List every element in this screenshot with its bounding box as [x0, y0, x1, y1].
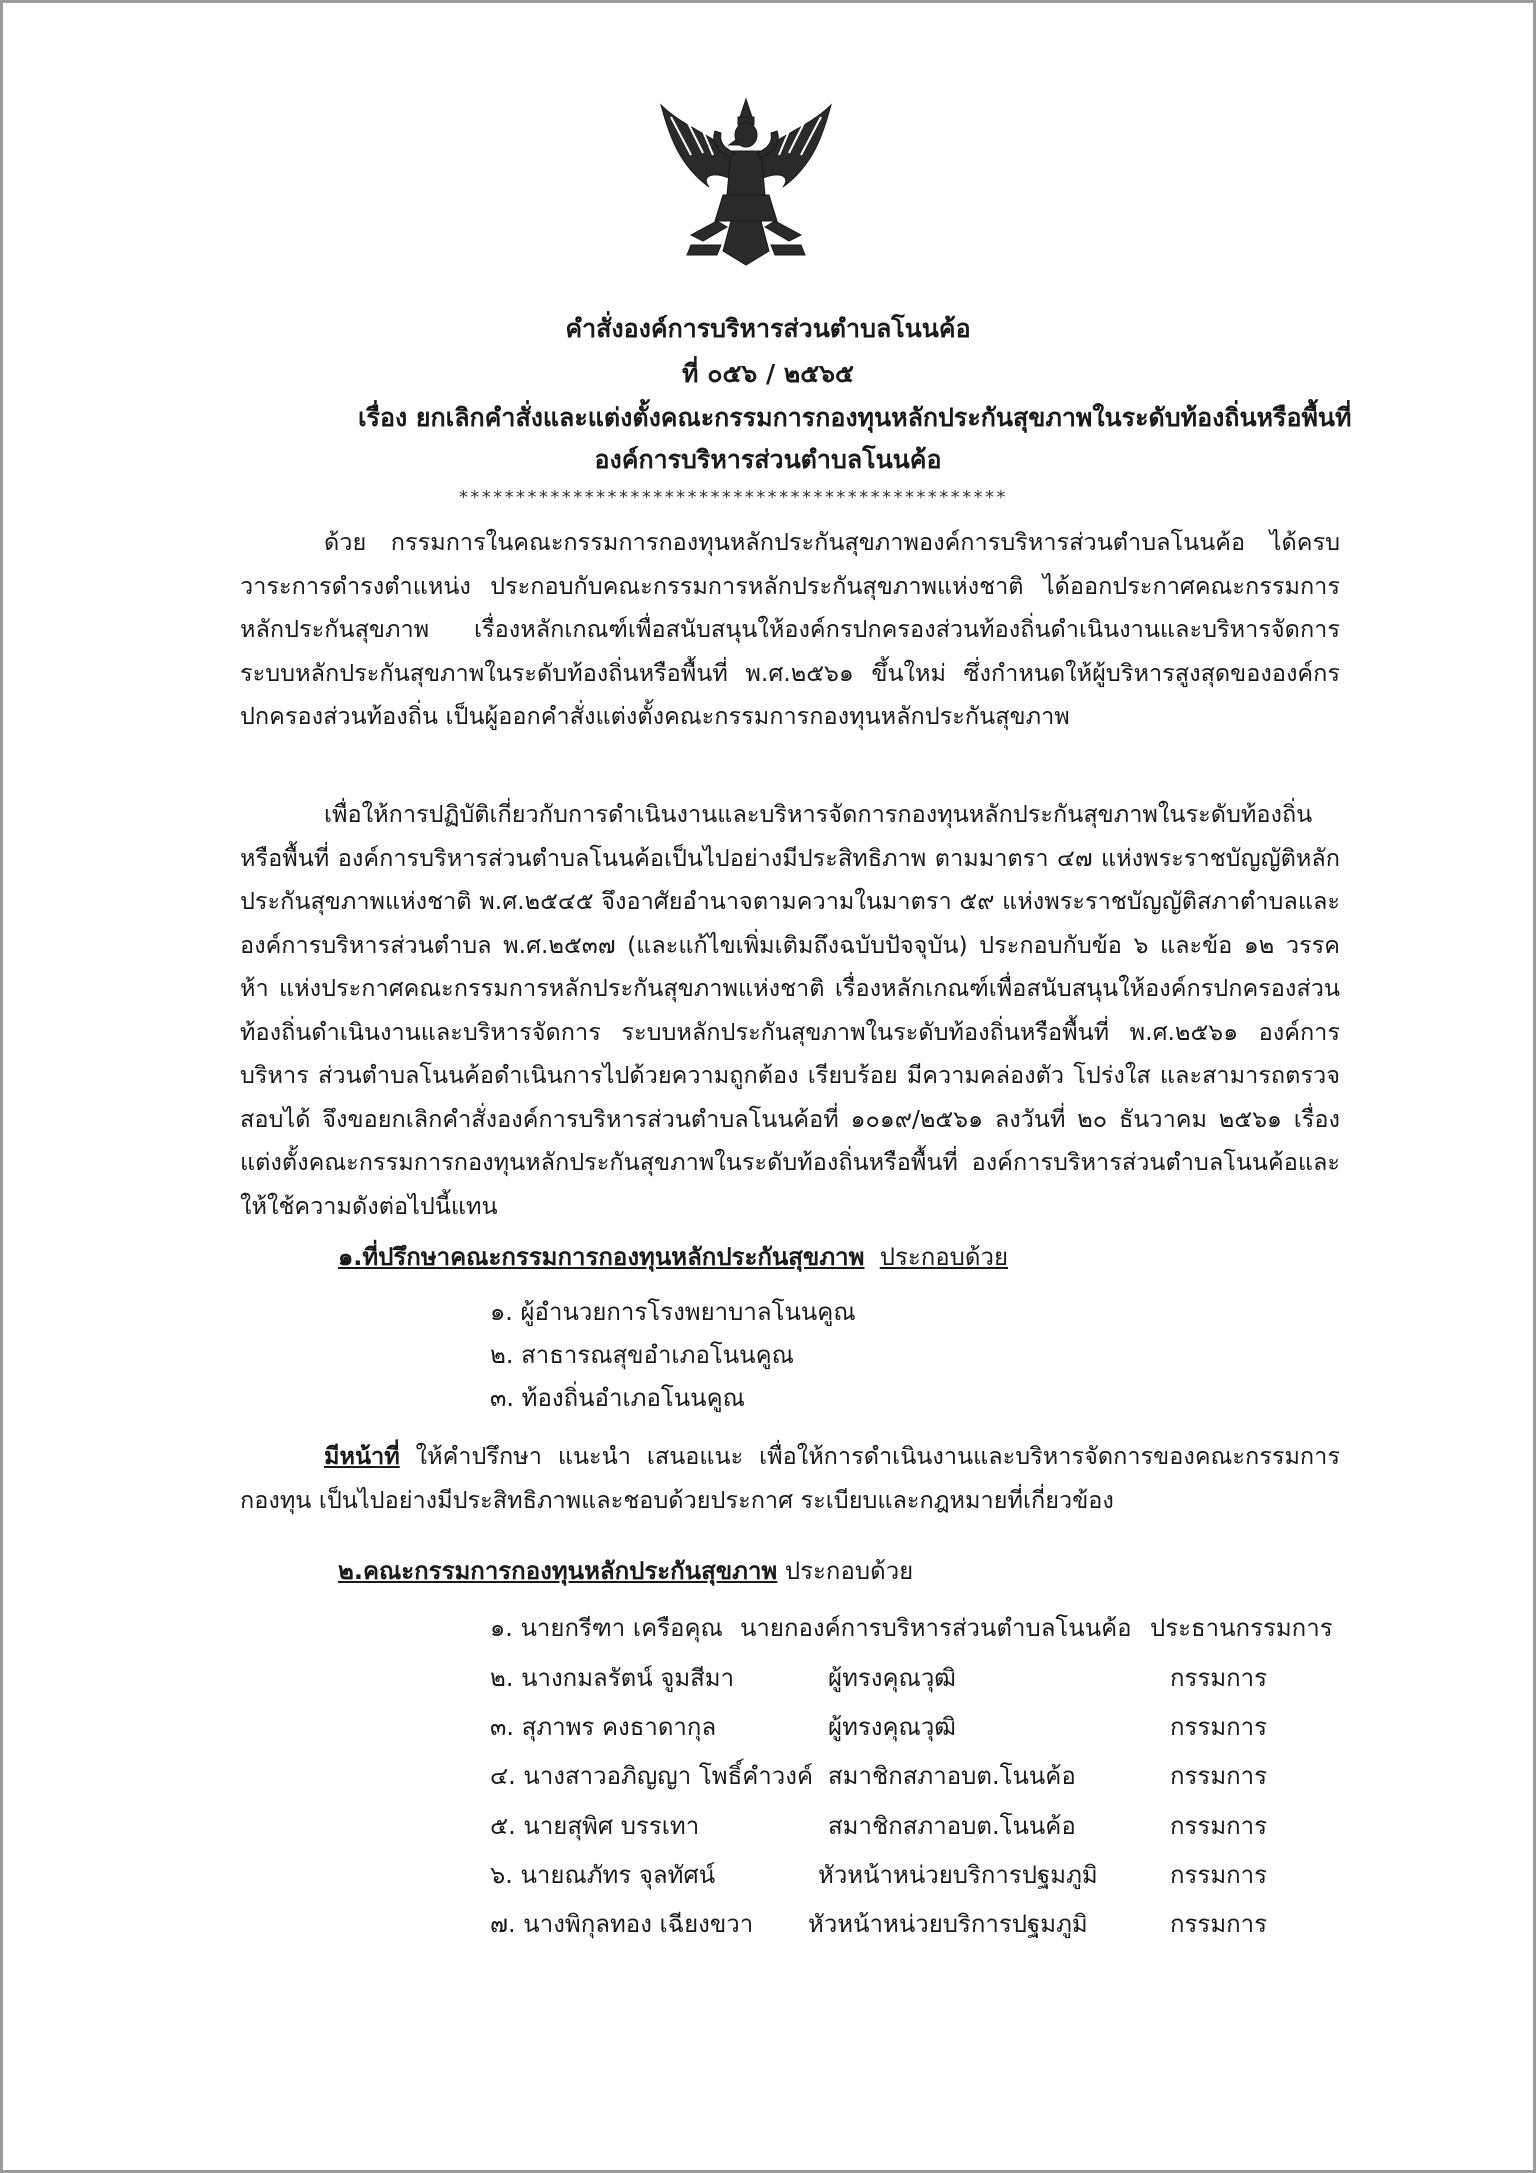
member-role: ประธานกรรมการ — [1150, 1614, 1333, 1642]
committee-member-row — [490, 1661, 1340, 1695]
member-position: นายกองค์การบริหารส่วนตำบลโนนค้อ — [740, 1614, 1132, 1642]
member-position: สมาชิกสภาอบต.โนนค้อ — [828, 1762, 1076, 1790]
committee-member-row — [490, 1710, 1340, 1744]
member-position: หัวหน้าหน่วยบริการปฐมภูมิ — [808, 1910, 1088, 1938]
member-position: หัวหน้าหน่วยบริการปฐมภูมิ — [818, 1861, 1098, 1889]
member-role: กรรมการ — [1170, 1762, 1268, 1790]
paragraph-background: ด้วย กรรมการในคณะกรรมการกองทุนหลักประกันสุขภาพองค์การบริหารส่วนตำบลโนนค้อ ได้ครบวาระการดำรงตำแหน่ง ประกอบกับคณะกรรมการหลักประกันสุขภาพแห่งชาติ ได้ออกประกาศคณะกรรมการหลักประกันสุขภาพ เรื่องหลักเกณฑ์เพื่อสนับสนุนให้องค์กรปกครองส่วนท้องถิ่นดำเนินงานและบริหารจัดการระบบหลักประกันสุขภาพในระดับท้องถิ่นหรือพื้นที่ พ.ศ.๒๕๖๑ ขึ้นใหม่ ซึ่งกำหนดให้ผู้บริหารสูงสุดขององค์กรปกครองส่วนท้องถิ่น เป็นผู้ออกคำสั่งแต่งตั้งคณะกรรมการกองทุนหลักประกันสุขภาพ — [240, 528, 1340, 730]
member-position: ผู้ทรงคุณวุฒิ — [828, 1664, 956, 1692]
member-role: กรรมการ — [1170, 1713, 1268, 1741]
duty-label: มีหน้าที่ — [324, 1442, 400, 1470]
member-name: ๑. นายกรีฑา เครือคุณ — [490, 1614, 723, 1642]
member-role: กรรมการ — [1170, 1910, 1268, 1938]
member-position: สมาชิกสภาอบต.โนนค้อ — [828, 1812, 1076, 1840]
section-committee-heading — [338, 1554, 913, 1588]
member-name: ๔. นางสาวอภิญญา โพธิ์คำวงค์ — [490, 1762, 814, 1790]
member-name: ๗. นางพิกุลทอง เฉียงขวา — [490, 1910, 754, 1938]
member-role: กรรมการ — [1170, 1861, 1268, 1889]
order-subject-continued: องค์การบริหารส่วนตำบลโนนค้อ — [594, 445, 942, 474]
paragraph-authority: เพื่อให้การปฏิบัติเกี่ยวกับการดำเนินงานและบริหารจัดการกองทุนหลักประกันสุขภาพในระดับท้องถิ่นหรือพื้นที่ องค์การบริหารส่วนตำบลโนนค้อเป็นไปอย่างมีประสิทธิภาพ ตามมาตรา ๔๗ แห่งพระราชบัญญัติหลักประกันสุขภาพแห่งชาติ พ.ศ.๒๕๔๕ จึงอาศัยอำนาจตามความในมาตรา ๕๙ แห่งพระราชบัญญัติสภาตำบลและองค์การบริหารส่วนตำบล พ.ศ.๒๕๓๗ (และแก้ไขเพิ่มเติมถึงฉบับปัจจุบัน) ประกอบกับข้อ ๖ และข้อ ๑๒ วรรคห้า แห่งประกาศคณะกรรมการหลักประกันสุขภาพแห่งชาติ เรื่องหลักเกณฑ์เพื่อสนับสนุนให้องค์กรปกครองส่วนท้องถิ่นดำเนินงานและบริหารจัดการ ระบบหลักประกันสุขภาพในระดับท้องถิ่นหรือพื้นที่ พ.ศ.๒๕๖๑ องค์การบริหาร ส่วนตำบลโนนค้อดำเนินการไปด้วยความถูกต้อง เรียบร้อย มีความคล่องตัว โปร่งใส และสามารถตรวจสอบได้ จึงขอยกเลิกคำสั่งองค์การบริหารส่วนตำบลโนนค้อที่ ๑๐๑๙/๒๕๖๑ ลงวันที่ ๒๐ ธันวาคม ๒๕๖๑ เรื่องแต่งตั้งคณะกรรมการกองทุนหลักประกันสุขภาพในระดับท้องถิ่นหรือพื้นที่ องค์การบริหารส่วนตำบลโนนค้อและให้ใช้ความดังต่อไปนี้แทน — [240, 800, 1340, 1220]
committee-member-row — [490, 1809, 1340, 1843]
committee-member-row — [490, 1858, 1340, 1892]
committee-member-row — [490, 1759, 1340, 1793]
garuda-emblem-icon — [651, 95, 841, 275]
order-subject: เรื่อง ยกเลิกคำสั่งและแต่งตั้งคณะกรรมการกองทุนหลักประกันสุขภาพในระดับท้องถิ่นหรือพื้นที่ — [358, 403, 1352, 432]
section-advisors-heading — [338, 1240, 1008, 1274]
member-name: ๓. สุภาพร คงธาดากุล — [490, 1713, 717, 1741]
asterisk-divider: ************************************************ — [458, 487, 1007, 508]
section-committee-title: ๒.คณะกรรมการกองทุนหลักประกันสุขภาพ — [338, 1557, 778, 1585]
member-role: กรรมการ — [1170, 1664, 1268, 1692]
advisor-duties — [240, 1435, 1340, 1522]
order-title: คำสั่งองค์การบริหารส่วนตำบลโนนค้อ — [565, 314, 971, 343]
member-name: ๒. นางกมลรัตน์ จูมสีมา — [490, 1664, 735, 1692]
advisor-item: ๓. ท้องถิ่นอำเภอโนนคูณ — [490, 1384, 745, 1412]
order-number: ที่ ๐๕๖ / ๒๕๖๕ — [682, 359, 854, 388]
section-advisors-title: ๑.ที่ปรึกษาคณะกรรมการกองทุนหลักประกันสุขภาพ — [338, 1243, 865, 1271]
section-advisors-tail: ประกอบด้วย — [879, 1243, 1009, 1271]
member-name: ๖. นายณภัทร จุลทัศน์ — [490, 1861, 716, 1889]
member-position: ผู้ทรงคุณวุฒิ — [828, 1713, 956, 1741]
advisor-item: ๒. สาธารณสุขอำเภอโนนคูณ — [490, 1341, 794, 1369]
advisor-item: ๑. ผู้อำนวยการโรงพยาบาลโนนคูณ — [490, 1298, 856, 1326]
member-name: ๕. นายสุพิศ บรรเทา — [490, 1812, 700, 1840]
section-committee-tail: ประกอบด้วย — [784, 1557, 914, 1585]
committee-member-row — [490, 1611, 1340, 1645]
committee-member-row — [490, 1907, 1340, 1941]
duty-text: ให้คำปรึกษา แนะนำ เสนอแนะ เพื่อให้การดำเนินงานและบริหารจัดการของคณะกรรมการกองทุน เป็นไปอย่างมีประสิทธิภาพและชอบด้วยประกาศ ระเบียบและกฎหมายที่เกี่ยวข้อง — [240, 1442, 1340, 1514]
member-role: กรรมการ — [1170, 1812, 1268, 1840]
